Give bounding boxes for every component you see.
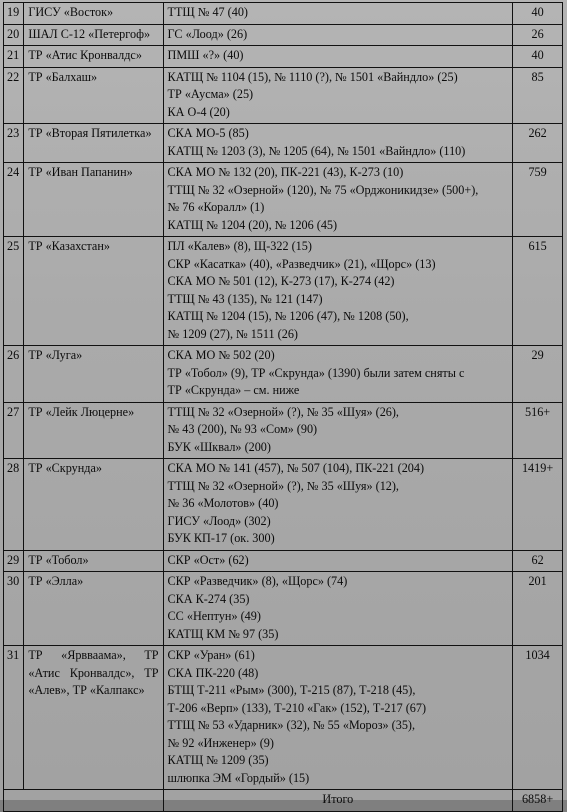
- rescued-from-line: ГС «Лоод» (26): [167, 26, 248, 41]
- row-number: 21: [4, 46, 24, 68]
- rescue-ship-name: ТР «Скрунда»: [28, 461, 102, 475]
- rescue-ship-cell: [24, 346, 163, 403]
- rescued-from-line: ТР «Тобол» (9), ТР «Скрунда» (1390) были затем сняты с: [167, 365, 465, 380]
- rescued-count: 1419+: [513, 459, 563, 551]
- rescued-from-line: СКР «Уран» (61): [167, 648, 255, 662]
- row-number: 23: [4, 124, 24, 163]
- rescue-ship-cell: [24, 24, 163, 46]
- rescued-count: 85: [513, 67, 563, 124]
- row-number: 28: [4, 459, 24, 551]
- rescue-ship-name: ТР «Атис Кронвалдс»: [28, 48, 142, 62]
- rescued-from-line: КА О-4 (20): [167, 104, 230, 119]
- rescued-from-line: ТР «Скрунда» – см. ниже: [167, 383, 300, 397]
- rescue-ship-cell: [24, 550, 163, 572]
- table-row: [4, 124, 563, 163]
- rescued-count: 40: [513, 46, 563, 68]
- row-number: 30: [4, 572, 24, 646]
- rescued-from-line: ТТЩ № 32 «Озерной» (120), № 75 «Орджоникидзе» (500+),: [167, 182, 479, 197]
- rescued-from-cell: [163, 24, 513, 46]
- rescue-ship-name: ТР «Балхаш»: [28, 69, 98, 84]
- rescued-from-cell: [163, 459, 513, 551]
- rescued-count: 516+: [513, 402, 563, 459]
- table-row: [4, 572, 563, 646]
- rescue-ship-cell: [24, 646, 163, 790]
- rescued-count: 62: [513, 550, 563, 572]
- table-row: [4, 67, 563, 124]
- row-number: 22: [4, 67, 24, 124]
- row-number: 19: [4, 3, 24, 25]
- rescued-from-line: ПЛ «Калев» (8), Щ-322 (15): [167, 239, 312, 253]
- rescued-from-line: Т-206 «Верп» (133), Т-210 «Гак» (152), Т-217 (67): [167, 700, 427, 715]
- rescue-table: [3, 2, 563, 812]
- rescue-ship-cell: [24, 46, 163, 68]
- total-row: [4, 790, 563, 812]
- rescued-from-line: БТЩ Т-211 «Рым» (300), Т-215 (87), Т-218 (45),: [167, 683, 416, 697]
- table-row: [4, 237, 563, 346]
- rescued-from-line: СКР «Разведчик» (8), «Щорс» (74): [167, 574, 348, 588]
- rescued-from-line: КАТЩ № 1204 (15), № 1206 (47), № 1208 (50),: [167, 309, 409, 323]
- rescue-ship-cell: [24, 459, 163, 551]
- rescued-count: 1034: [513, 646, 563, 790]
- rescue-ship-name: ТР «Луга»: [28, 348, 83, 362]
- rescue-ship-cell: [24, 3, 163, 25]
- rescued-count: 615: [513, 237, 563, 346]
- rescued-from-line: БУК КП-17 (ок. 300): [167, 531, 275, 545]
- rescued-from-line: СКА ПК-220 (48): [167, 665, 259, 680]
- rescued-from-line: № 43 (200), № 93 «Сом» (90): [167, 422, 318, 436]
- rescued-count: 262: [513, 124, 563, 163]
- table-row: [4, 3, 563, 25]
- table-row: [4, 46, 563, 68]
- rescued-from-cell: [163, 402, 513, 459]
- rescued-from-line: СКА МО № 502 (20): [167, 348, 275, 362]
- rescued-from-line: № 1209 (27), № 1511 (26): [167, 326, 298, 341]
- row-number: 27: [4, 402, 24, 459]
- rescue-table-body: [4, 3, 563, 812]
- rescued-from-cell: [163, 572, 513, 646]
- rescued-from-line: ТР «Аусма» (25): [167, 87, 254, 101]
- rescued-from-line: ТТЩ № 43 (135), № 121 (147): [167, 291, 323, 306]
- rescue-ship-name: ТР «Ярвваама», ТР «Атис Кронвалдс», ТР «Алев», ТР «Калпакс»: [28, 648, 159, 697]
- rescue-ship-name: ТР «Вторая Пятилетка»: [28, 126, 152, 140]
- rescue-ship-cell: [24, 237, 163, 346]
- rescued-from-line: КАТЩ № 1104 (15), № 1110 (?), № 1501 «Вайндло» (25): [167, 69, 458, 84]
- rescued-from-cell: [163, 46, 513, 68]
- total-label: Итого: [163, 790, 513, 812]
- rescued-from-line: ТТЩ № 32 «Озерной» (?), № 35 «Шуя» (26),: [167, 404, 399, 419]
- rescue-ship-cell: [24, 67, 163, 124]
- rescued-from-line: шлюпка ЭМ «Гордый» (15): [167, 770, 310, 785]
- table-row: [4, 24, 563, 46]
- total-empty-cell: [4, 790, 164, 812]
- rescued-from-line: КАТЩ КМ № 97 (35): [167, 626, 279, 641]
- rescued-from-line: ГИСУ «Лоод» (302): [167, 513, 271, 528]
- row-number: 29: [4, 550, 24, 572]
- table-row: [4, 459, 563, 551]
- rescued-from-line: КАТЩ № 1209 (35): [167, 753, 269, 767]
- rescued-from-line: СКР «Ост» (62): [167, 552, 249, 567]
- row-number: 31: [4, 646, 24, 790]
- grand-total: 6858+: [513, 790, 563, 812]
- rescued-from-cell: [163, 124, 513, 163]
- rescued-from-cell: [163, 3, 513, 25]
- rescue-ship-name: ТР «Иван Папанин»: [28, 165, 133, 179]
- rescued-from-line: ПМШ «?» (40): [167, 48, 244, 62]
- rescued-count: 201: [513, 572, 563, 646]
- rescue-ship-cell: [24, 163, 163, 237]
- rescue-ship-cell: [24, 402, 163, 459]
- rescued-from-line: БУК «Шквал» (200): [167, 439, 271, 454]
- table-row: [4, 346, 563, 403]
- rescued-from-line: СС «Нептун» (49): [167, 609, 261, 623]
- rescued-from-line: КАТЩ № 1203 (3), № 1205 (64), № 1501 «Вайндло» (110): [167, 143, 466, 158]
- rescue-ship-cell: [24, 572, 163, 646]
- table-row: [4, 163, 563, 237]
- rescued-from-line: СКА МО № 501 (12), К-273 (17), К-274 (42): [167, 274, 395, 288]
- rescued-from-line: СКР «Касатка» (40), «Разведчик» (21), «Щорс» (13): [167, 256, 436, 271]
- row-number: 20: [4, 24, 24, 46]
- rescue-ship-name: ТР «Лейк Люцерне»: [28, 404, 135, 419]
- table-row: [4, 402, 563, 459]
- rescued-from-line: СКА МО № 141 (457), № 507 (104), ПК-221 (204): [167, 461, 425, 475]
- table-row: [4, 646, 563, 790]
- rescue-ship-name: ГИСУ «Восток»: [28, 5, 114, 19]
- rescue-ship-name: ТР «Элла»: [28, 574, 84, 588]
- rescued-count: 29: [513, 346, 563, 403]
- rescued-count: 40: [513, 3, 563, 25]
- rescued-from-line: КАТЩ № 1204 (20), № 1206 (45): [167, 217, 338, 232]
- rescued-count: 26: [513, 24, 563, 46]
- rescued-from-line: № 36 «Молотов» (40): [167, 496, 279, 510]
- rescue-ship-name: ТР «Казахстан»: [28, 239, 110, 253]
- rescued-from-line: № 76 «Коралл» (1): [167, 200, 265, 214]
- rescued-from-cell: [163, 646, 513, 790]
- rescued-from-cell: [163, 237, 513, 346]
- rescued-from-cell: [163, 67, 513, 124]
- rescued-from-line: СКА К-274 (35): [167, 591, 250, 606]
- rescue-ship-cell: [24, 124, 163, 163]
- row-number: 25: [4, 237, 24, 346]
- rescued-count: 759: [513, 163, 563, 237]
- rescued-from-line: ТТЩ № 47 (40): [167, 5, 248, 19]
- rescued-from-cell: [163, 163, 513, 237]
- rescue-ship-name: ШАЛ С-12 «Петергоф»: [28, 26, 151, 41]
- row-number: 26: [4, 346, 24, 403]
- table-row: [4, 550, 563, 572]
- rescued-from-cell: [163, 550, 513, 572]
- rescued-from-line: ТТЩ № 53 «Ударник» (32), № 55 «Мороз» (35),: [167, 718, 416, 732]
- rescued-from-line: СКА МО № 132 (20), ПК-221 (43), К-273 (10): [167, 165, 404, 179]
- rescued-from-line: СКА МО-5 (85): [167, 126, 249, 140]
- rescue-ship-name: ТР «Тобол»: [28, 552, 89, 567]
- rescued-from-line: № 92 «Инженер» (9): [167, 735, 274, 750]
- rescued-from-line: ТТЩ № 32 «Озерной» (?), № 35 «Шуя» (12),: [167, 478, 399, 493]
- row-number: 24: [4, 163, 24, 237]
- rescued-from-cell: [163, 346, 513, 403]
